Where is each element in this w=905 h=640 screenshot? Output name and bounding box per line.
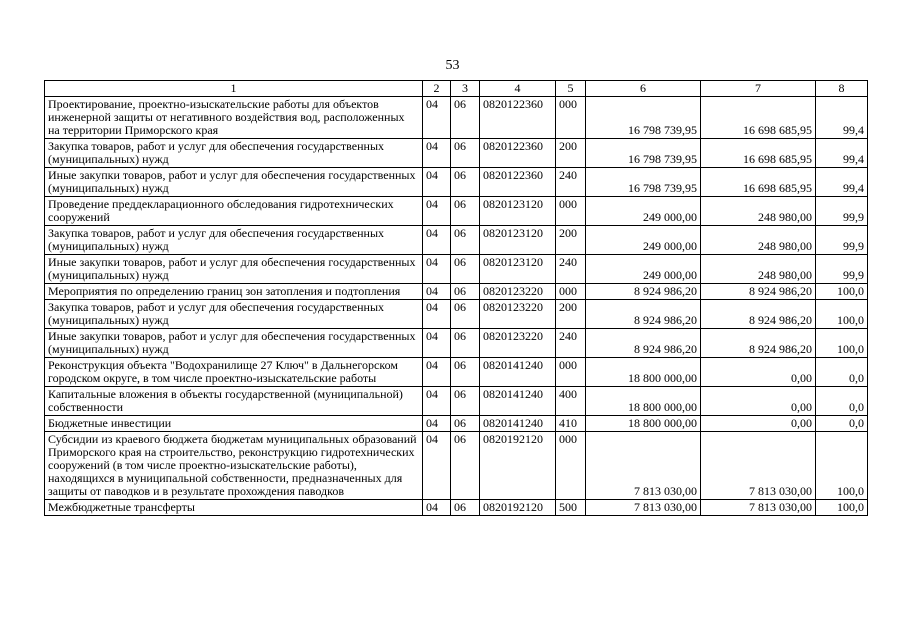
target-article-cell: 0820123220 xyxy=(480,329,556,358)
subsection-code-cell: 06 xyxy=(451,197,480,226)
execution-percent-cell: 0,0 xyxy=(816,416,868,432)
row-name-cell: Иные закупки товаров, работ и услуг для обеспечения государственных (муниципальных) нужд xyxy=(45,168,423,197)
target-article-cell: 0820122360 xyxy=(480,168,556,197)
planned-amount-cell: 8 924 986,20 xyxy=(586,284,701,300)
table-row xyxy=(45,432,868,500)
expense-type-cell: 200 xyxy=(556,139,586,168)
executed-amount-cell: 0,00 xyxy=(701,387,816,416)
target-article-cell: 0820141240 xyxy=(480,416,556,432)
section-code-cell: 04 xyxy=(423,168,451,197)
expense-type-cell: 000 xyxy=(556,358,586,387)
executed-amount-cell: 16 698 685,95 xyxy=(701,139,816,168)
execution-percent-cell: 100,0 xyxy=(816,329,868,358)
row-name-cell: Реконструкция объекта "Водохранилище 27 Ключ" в Дальнегорском городском округе, в том числе проектно-изыскательские работы xyxy=(45,358,423,387)
table-row xyxy=(45,358,868,387)
column-header: 3 xyxy=(451,81,480,97)
section-code-cell: 04 xyxy=(423,284,451,300)
planned-amount-cell: 8 924 986,20 xyxy=(586,300,701,329)
subsection-code-cell: 06 xyxy=(451,97,480,139)
planned-amount-cell: 16 798 739,95 xyxy=(586,97,701,139)
executed-amount-cell: 7 813 030,00 xyxy=(701,500,816,516)
section-code-cell: 04 xyxy=(423,358,451,387)
executed-amount-cell: 8 924 986,20 xyxy=(701,284,816,300)
expense-type-cell: 500 xyxy=(556,500,586,516)
subsection-code-cell: 06 xyxy=(451,329,480,358)
expense-type-cell: 200 xyxy=(556,226,586,255)
planned-amount-cell: 18 800 000,00 xyxy=(586,358,701,387)
budget-table-body xyxy=(45,97,868,516)
executed-amount-cell: 16 698 685,95 xyxy=(701,168,816,197)
section-code-cell: 04 xyxy=(423,300,451,329)
executed-amount-cell: 8 924 986,20 xyxy=(701,300,816,329)
table-row xyxy=(45,416,868,432)
expense-type-cell: 000 xyxy=(556,432,586,500)
subsection-code-cell: 06 xyxy=(451,284,480,300)
executed-amount-cell: 248 980,00 xyxy=(701,226,816,255)
planned-amount-cell: 249 000,00 xyxy=(586,197,701,226)
row-name-cell: Бюджетные инвестиции xyxy=(45,416,423,432)
executed-amount-cell: 0,00 xyxy=(701,416,816,432)
section-code-cell: 04 xyxy=(423,432,451,500)
table-row xyxy=(45,329,868,358)
executed-amount-cell: 7 813 030,00 xyxy=(701,432,816,500)
executed-amount-cell: 248 980,00 xyxy=(701,197,816,226)
column-header: 5 xyxy=(556,81,586,97)
table-row xyxy=(45,197,868,226)
target-article-cell: 0820141240 xyxy=(480,387,556,416)
expense-type-cell: 000 xyxy=(556,284,586,300)
row-name-cell: Иные закупки товаров, работ и услуг для обеспечения государственных (муниципальных) нужд xyxy=(45,255,423,284)
planned-amount-cell: 16 798 739,95 xyxy=(586,139,701,168)
target-article-cell: 0820123220 xyxy=(480,284,556,300)
execution-percent-cell: 100,0 xyxy=(816,500,868,516)
planned-amount-cell: 7 813 030,00 xyxy=(586,432,701,500)
target-article-cell: 0820122360 xyxy=(480,139,556,168)
execution-percent-cell: 99,4 xyxy=(816,97,868,139)
executed-amount-cell: 0,00 xyxy=(701,358,816,387)
subsection-code-cell: 06 xyxy=(451,358,480,387)
planned-amount-cell: 249 000,00 xyxy=(586,226,701,255)
row-name-cell: Закупка товаров, работ и услуг для обеспечения государственных (муниципальных) нужд xyxy=(45,226,423,255)
section-code-cell: 04 xyxy=(423,139,451,168)
execution-percent-cell: 0,0 xyxy=(816,387,868,416)
column-header: 6 xyxy=(586,81,701,97)
target-article-cell: 0820192120 xyxy=(480,432,556,500)
subsection-code-cell: 06 xyxy=(451,500,480,516)
execution-percent-cell: 99,9 xyxy=(816,226,868,255)
column-header: 2 xyxy=(423,81,451,97)
subsection-code-cell: 06 xyxy=(451,226,480,255)
section-code-cell: 04 xyxy=(423,500,451,516)
table-row xyxy=(45,300,868,329)
target-article-cell: 0820123120 xyxy=(480,255,556,284)
expense-type-cell: 200 xyxy=(556,300,586,329)
column-header: 8 xyxy=(816,81,868,97)
execution-percent-cell: 99,9 xyxy=(816,197,868,226)
planned-amount-cell: 18 800 000,00 xyxy=(586,387,701,416)
subsection-code-cell: 06 xyxy=(451,168,480,197)
table-row xyxy=(45,139,868,168)
planned-amount-cell: 18 800 000,00 xyxy=(586,416,701,432)
row-name-cell: Субсидии из краевого бюджета бюджетам муниципальных образований Приморского края на строительство, реконструкцию гидротехнических сооружений (в том числе проектно-изыскательские работы), находящихся в муниципальной собственности, предназначенных для защиты от паводков и в результате прохождения паводков xyxy=(45,432,423,500)
execution-percent-cell: 100,0 xyxy=(816,432,868,500)
section-code-cell: 04 xyxy=(423,387,451,416)
column-header: 4 xyxy=(480,81,556,97)
table-row xyxy=(45,387,868,416)
executed-amount-cell: 8 924 986,20 xyxy=(701,329,816,358)
subsection-code-cell: 06 xyxy=(451,387,480,416)
execution-percent-cell: 0,0 xyxy=(816,358,868,387)
expense-type-cell: 400 xyxy=(556,387,586,416)
executed-amount-cell: 16 698 685,95 xyxy=(701,97,816,139)
row-name-cell: Иные закупки товаров, работ и услуг для обеспечения государственных (муниципальных) нужд xyxy=(45,329,423,358)
column-header: 7 xyxy=(701,81,816,97)
planned-amount-cell: 7 813 030,00 xyxy=(586,500,701,516)
expense-type-cell: 240 xyxy=(556,168,586,197)
subsection-code-cell: 06 xyxy=(451,432,480,500)
row-name-cell: Закупка товаров, работ и услуг для обеспечения государственных (муниципальных) нужд xyxy=(45,300,423,329)
execution-percent-cell: 99,4 xyxy=(816,139,868,168)
row-name-cell: Капитальные вложения в объекты государственной (муниципальной) собственности xyxy=(45,387,423,416)
target-article-cell: 0820123120 xyxy=(480,226,556,255)
table-row xyxy=(45,97,868,139)
section-code-cell: 04 xyxy=(423,97,451,139)
target-article-cell: 0820122360 xyxy=(480,97,556,139)
target-article-cell: 0820123220 xyxy=(480,300,556,329)
section-code-cell: 04 xyxy=(423,197,451,226)
section-code-cell: 04 xyxy=(423,329,451,358)
planned-amount-cell: 8 924 986,20 xyxy=(586,329,701,358)
target-article-cell: 0820141240 xyxy=(480,358,556,387)
expense-type-cell: 240 xyxy=(556,329,586,358)
page-number: 53 xyxy=(445,58,460,73)
row-name-cell: Мероприятия по определению границ зон затопления и подтопления xyxy=(45,284,423,300)
column-header: 1 xyxy=(45,81,423,97)
target-article-cell: 0820123120 xyxy=(480,197,556,226)
expense-type-cell: 000 xyxy=(556,197,586,226)
row-name-cell: Проведение преддекларационного обследования гидротехнических сооружений xyxy=(45,197,423,226)
budget-table xyxy=(44,80,868,516)
table-row xyxy=(45,168,868,197)
section-code-cell: 04 xyxy=(423,226,451,255)
table-row xyxy=(45,284,868,300)
table-row xyxy=(45,500,868,516)
subsection-code-cell: 06 xyxy=(451,300,480,329)
planned-amount-cell: 249 000,00 xyxy=(586,255,701,284)
planned-amount-cell: 16 798 739,95 xyxy=(586,168,701,197)
execution-percent-cell: 100,0 xyxy=(816,300,868,329)
row-name-cell: Проектирование, проектно-изыскательские работы для объектов инженерной защиты от негативного воздействия вод, расположенных на территории Приморского края xyxy=(45,97,423,139)
expense-type-cell: 240 xyxy=(556,255,586,284)
target-article-cell: 0820192120 xyxy=(480,500,556,516)
table-row xyxy=(45,226,868,255)
subsection-code-cell: 06 xyxy=(451,139,480,168)
section-code-cell: 04 xyxy=(423,416,451,432)
row-name-cell: Межбюджетные трансферты xyxy=(45,500,423,516)
subsection-code-cell: 06 xyxy=(451,255,480,284)
execution-percent-cell: 99,4 xyxy=(816,168,868,197)
expense-type-cell: 000 xyxy=(556,97,586,139)
executed-amount-cell: 248 980,00 xyxy=(701,255,816,284)
execution-percent-cell: 100,0 xyxy=(816,284,868,300)
row-name-cell: Закупка товаров, работ и услуг для обеспечения государственных (муниципальных) нужд xyxy=(45,139,423,168)
expense-type-cell: 410 xyxy=(556,416,586,432)
execution-percent-cell: 99,9 xyxy=(816,255,868,284)
column-number-row xyxy=(45,81,868,97)
table-row xyxy=(45,255,868,284)
subsection-code-cell: 06 xyxy=(451,416,480,432)
section-code-cell: 04 xyxy=(423,255,451,284)
